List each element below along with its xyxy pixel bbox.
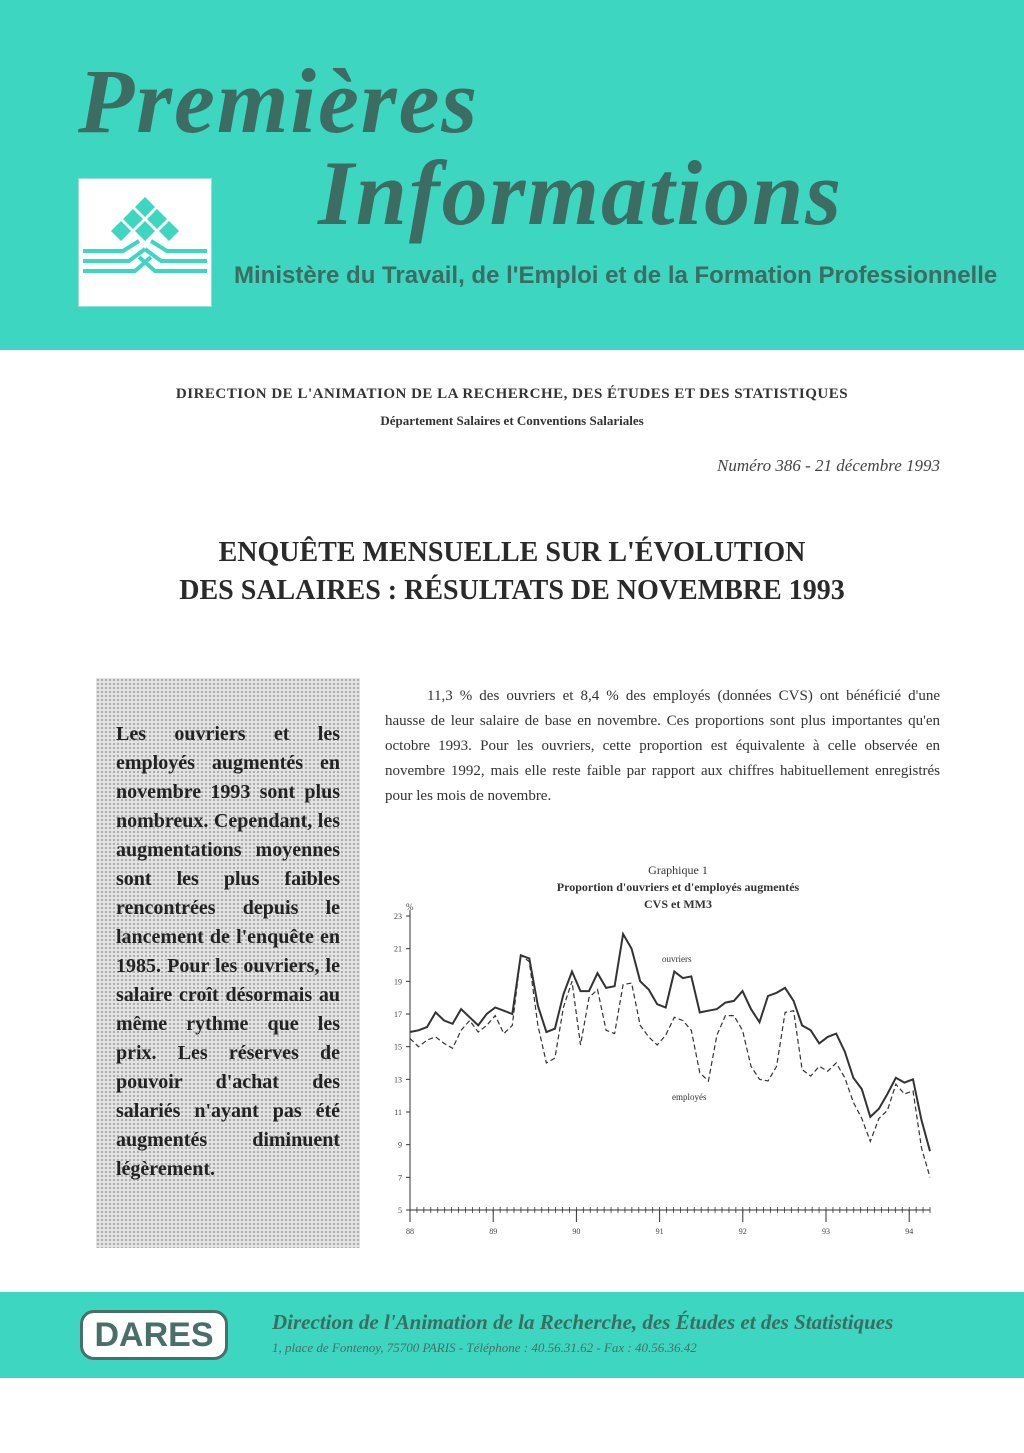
chart	[380, 858, 940, 1258]
y-tick-label: 7	[398, 1173, 402, 1183]
article-title	[0, 534, 1024, 610]
footer-direction: Direction de l'Animation de la Recherche, des Études et des Statistiques	[272, 1310, 894, 1334]
footer-band	[0, 1292, 1024, 1378]
department-name: Département Salaires et Conventions Salariales	[380, 413, 644, 428]
y-tick-label: 17	[394, 1010, 402, 1019]
summary-text: Les ouvriers et les employés augmentés en novembre 1993 sont plus nombreux. Cependant, les augmentations moyennes sont les plus faibles rencontrées depuis le lancement de l'enquête en 1985. Pour les ouvriers, le salaire croît désormais au même rythme que les prix. Les réserves de pouvoir d'achat des salariés n'ayant pas été augmentés diminuent légèrement.	[116, 723, 340, 1180]
y-tick-label: 19	[394, 977, 402, 987]
chart-subtitle-line1: Proportion d'ouvriers et d'employés augmentés	[556, 880, 800, 894]
x-tick-label: 90	[572, 1227, 581, 1236]
y-tick-label: 9	[398, 1140, 402, 1150]
series-label-employes: employés	[672, 1092, 707, 1102]
masthead-title-line1: Premières	[78, 50, 480, 152]
series-line-ouvriers	[410, 934, 930, 1151]
series-label-ouvriers: ouvriers	[662, 954, 692, 964]
y-tick-label: 11	[394, 1108, 402, 1117]
y-tick-label: 21	[394, 944, 402, 954]
article-title-line2: DES SALAIRES : RÉSULTATS DE NOVEMBRE 1993	[179, 575, 845, 606]
direction-name: DIRECTION DE L'ANIMATION DE LA RECHERCHE, DES ÉTUDES ET DES STATISTIQUES	[175, 386, 849, 402]
x-tick-label: 94	[905, 1227, 914, 1236]
chart-subtitle-line2: CVS et MM3	[644, 897, 712, 911]
y-tick-label: 23	[394, 912, 402, 921]
x-tick-label: 91	[655, 1227, 664, 1236]
x-tick-label: 89	[489, 1227, 498, 1236]
ministry-logo	[78, 178, 212, 307]
x-tick-label: 92	[738, 1227, 747, 1236]
ministry-logo-icon	[79, 179, 211, 306]
ministry-name: Ministère du Travail, de l'Emploi et de la Formation Professionnelle	[234, 262, 998, 289]
summary-box	[96, 678, 360, 1248]
masthead-title-line2: Informations	[318, 142, 844, 244]
chart-series	[410, 934, 930, 1177]
x-tick-label: 93	[822, 1227, 830, 1236]
dares-logo: DARES	[80, 1310, 228, 1360]
masthead-band	[0, 0, 1024, 350]
y-tick-label: 5	[398, 1206, 402, 1215]
x-tick-label: 88	[406, 1227, 414, 1236]
y-tick-label: 13	[394, 1075, 402, 1085]
article-title-line1: ENQUÊTE MENSUELLE SUR L'ÉVOLUTION	[218, 537, 806, 568]
y-tick-label: 15	[394, 1042, 402, 1052]
body-paragraph: 11,3 % des ouvriers et 8,4 % des employés (données CVS) ont bénéficié d'une hausse de leur salaire de base en novembre. Ces proportions sont plus importantes qu'en octobre 1993. Pour les ouvriers, cette proportion est équivalente à celle observée en novembre 1992, mais elle reste faible par rapport aux chiffres habituellement enregistrés pour les mois de novembre.	[385, 688, 940, 804]
issue-number: Numéro 386 - 21 décembre 1993	[716, 456, 940, 475]
chart-ylabel: %	[406, 902, 414, 912]
footer-address: 1, place de Fontenoy, 75700 PARIS - Téléphone : 40.56.31.62 - Fax : 40.56.36.42	[272, 1340, 697, 1355]
chart-title: Graphique 1	[648, 863, 708, 877]
